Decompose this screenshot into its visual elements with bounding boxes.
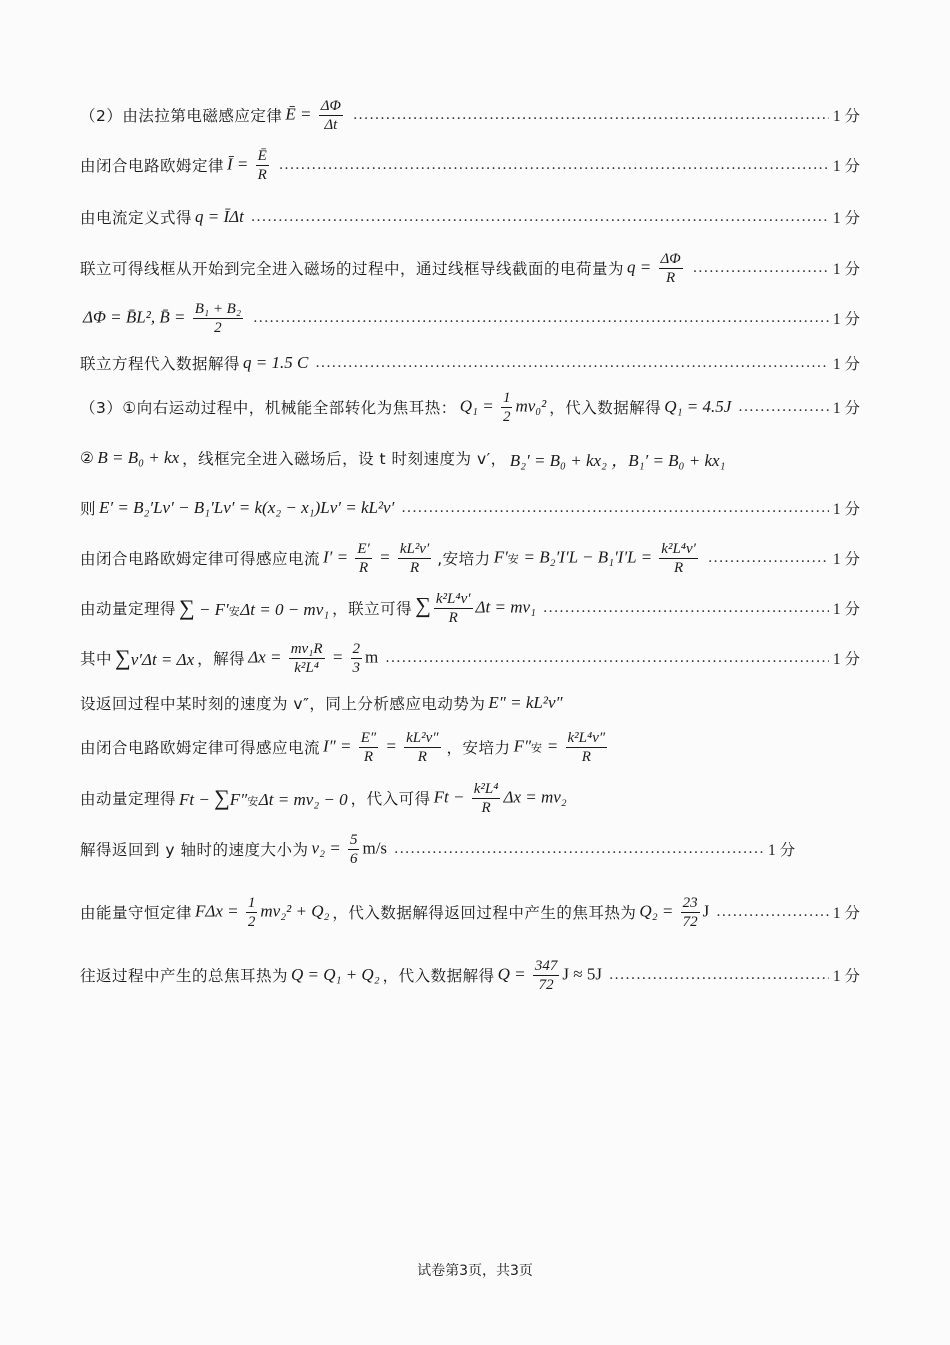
math-expression: ΔΦ = B̄L², B̄ = $\frac{\text{B₁ + B₂}}{2}$	[83, 300, 242, 336]
line-text: 则	[80, 500, 97, 518]
dot-leader	[738, 399, 829, 415]
dot-leader	[253, 310, 829, 326]
solution-line-13	[80, 683, 860, 723]
line-text: 其中	[80, 650, 113, 668]
solution-line-4	[80, 248, 860, 288]
math-expression-2: F′安 = B₂′I′L − B₁′I′L = $\frac{\text{k²L⁴v′}}{R}$	[493, 540, 696, 576]
math-expression: q = 1.5 C	[243, 353, 309, 372]
math-expression: Ē = $\frac{\Delta\Phi}{\Delta t}$	[285, 97, 341, 133]
line-text: 由能量守恒定律	[80, 904, 193, 922]
line-text: ②	[80, 449, 95, 467]
math-expression: Ft − ∑F″安Δt = mv₂ − 0	[179, 785, 348, 810]
solution-line-10	[80, 538, 860, 578]
line-text-2: ,安培力	[437, 550, 491, 568]
line-text: 解得返回到 y 轴时的速度大小为	[80, 841, 309, 859]
math-expression: ∑v′Δt = Δx	[115, 645, 195, 670]
math-expression-2: F″安 = $\frac{\text{k²L⁴v″}}{R}$	[513, 729, 606, 765]
score-label: 1 分	[832, 261, 860, 278]
line-text: 由闭合电路欧姆定律	[80, 157, 225, 175]
line-text: 由闭合电路欧姆定律可得感应电流	[80, 550, 321, 568]
solution-line-17	[80, 892, 860, 932]
line-text-2: ，代入数据解得	[549, 399, 662, 417]
math-expression: E′ = B₂′Lv′ − B₁′Lv′ = k(x₂ − x₁)Lv′ = kL²v′	[99, 498, 395, 517]
dot-leader	[315, 355, 829, 371]
line-text-2: ，安培力	[446, 739, 511, 757]
math-expression: q = ĪΔt	[195, 207, 244, 226]
score-label: 1 分	[768, 842, 796, 859]
line-text-2: ，联立可得	[332, 600, 413, 618]
dot-leader	[543, 600, 829, 616]
math-expression: B = B₀ + kx	[97, 448, 180, 467]
score-label: 1 分	[832, 400, 860, 417]
score-label: 1 分	[832, 551, 860, 568]
line-text-2: ，代入数据解得返回过程中产生的焦耳热为	[332, 904, 637, 922]
math-expression-2: B₂′ = B₀ + kx₂ ，B₁′ = B₀ + kx₁	[509, 450, 726, 470]
line-text: 由动量定理得	[80, 790, 177, 808]
score-label: 1 分	[832, 356, 860, 373]
line-text: 由电流定义式得	[80, 209, 193, 227]
dot-leader	[716, 904, 829, 920]
dot-leader	[693, 260, 829, 276]
solution-line-5	[80, 298, 860, 338]
dot-leader	[279, 157, 829, 173]
line-text-2: ，线框完全进入磁场后，设 t 时刻速度为 v′，	[182, 450, 507, 468]
math-expression-2: Δx = $\frac{\text{mv₁R}}{\text{k²L⁴}}$ = $\frac{2}{3}$ m	[248, 640, 379, 676]
line-text-2: ，代入可得	[350, 790, 431, 808]
math-expression: E″ = kL²v″	[488, 693, 563, 712]
line-text: 由闭合电路欧姆定律可得感应电流	[80, 739, 321, 757]
solution-line-7	[80, 387, 860, 427]
line-text: 联立方程代入数据解得	[80, 355, 241, 373]
line-text: 由动量定理得	[80, 600, 177, 618]
solution-line-15	[80, 778, 860, 818]
math-expression-2: Ft − $\frac{\text{k²L⁴}}{R}$ Δx = mv₂	[433, 780, 567, 816]
page-footer: 试卷第3页，共3页	[417, 1263, 533, 1279]
dot-leader	[385, 650, 829, 666]
score-label: 1 分	[832, 905, 860, 922]
line-text: （3）①向右运动过程中，机械能全部转化为焦耳热：	[80, 399, 457, 417]
math-expression-2: Q = $\frac{347}{72}$ J ≈ 5J	[497, 957, 602, 993]
line-text-2: ，代入数据解得	[382, 967, 495, 985]
score-label: 1 分	[832, 108, 860, 125]
solution-line-14	[80, 727, 860, 767]
solution-line-11	[80, 588, 860, 628]
math-expression-2: Q₂ = $\frac{23}{72}$ J	[639, 894, 710, 930]
solution-line-16	[80, 829, 860, 869]
math-expression: I′ = $\frac{E'}{R}$ = $\frac{\text{kL²v′}}{R}$	[323, 540, 430, 576]
solution-line-6	[80, 343, 860, 383]
math-expression-2: Q₁ = 4.5J	[664, 397, 732, 416]
score-label: 1 分	[832, 311, 860, 328]
math-expression: ∑ − F′安Δt = 0 − mv₁	[179, 595, 330, 620]
math-expression: Q₁ = $\frac{1}{2}$ mv₀²	[459, 389, 547, 425]
solution-line-3	[80, 197, 860, 237]
line-text: 设返回过程中某时刻的速度为 v″，同上分析感应电动势为	[80, 695, 486, 713]
line-text: 联立可得线框从开始到完全进入磁场的过程中，通过线框导线截面的电荷量为	[80, 260, 625, 278]
math-expression: Q = Q₁ + Q₂	[291, 965, 380, 984]
math-expression: v₂ = $\frac{5}{6}$ m/s	[311, 831, 388, 867]
score-label: 1 分	[832, 158, 860, 175]
math-expression: Ī = $\frac{Ē}{R}$	[227, 147, 267, 183]
math-expression: q = $\frac{\Delta\Phi}{R}$	[627, 250, 681, 286]
score-label: 1 分	[832, 210, 860, 227]
solution-line-12	[80, 638, 860, 678]
line-text: 往返过程中产生的总焦耳热为	[80, 967, 289, 985]
dot-leader	[394, 841, 764, 857]
dot-leader	[353, 107, 829, 123]
math-expression: FΔx = $\frac{1}{2}$ mv₂² + Q₂	[195, 894, 330, 930]
dot-leader	[609, 967, 829, 983]
math-expression-2: ∑ $\frac{\text{k²L⁴v′}}{R}$ Δt = mv₁	[415, 590, 536, 626]
line-text-2: ，解得	[197, 650, 246, 668]
dot-leader	[708, 550, 829, 566]
solution-line-9	[80, 488, 860, 528]
solution-line-1	[80, 95, 860, 135]
solution-line-18	[80, 955, 860, 995]
solution-line-2	[80, 145, 860, 185]
dot-leader	[401, 500, 829, 516]
score-label: 1 分	[832, 601, 860, 618]
math-expression: I″ = $\frac{E''}{R}$ = $\frac{\text{kL²v″}}{R}$	[323, 729, 439, 765]
score-label: 1 分	[832, 501, 860, 518]
dot-leader	[251, 209, 829, 225]
line-text: （2）由法拉第电磁感应定律	[80, 107, 283, 125]
score-label: 1 分	[832, 651, 860, 668]
solution-line-8	[80, 438, 860, 478]
score-label: 1 分	[832, 968, 860, 985]
